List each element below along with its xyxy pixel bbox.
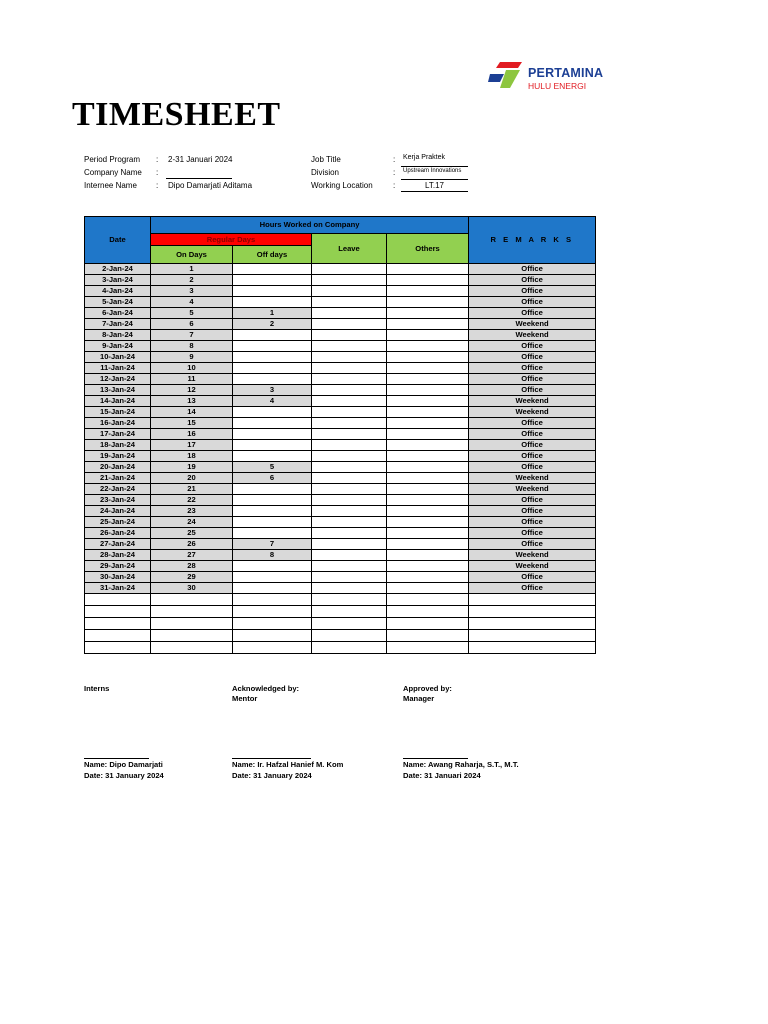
table-row xyxy=(85,330,596,341)
cell-on-days: 9 xyxy=(151,352,233,363)
cell-remarks: Office xyxy=(469,462,596,473)
empty-cell xyxy=(387,618,469,630)
company-logo xyxy=(488,60,608,94)
cell-remarks: Office xyxy=(469,440,596,451)
sig-line-manager xyxy=(403,758,468,759)
cell-date: 10-Jan-24 xyxy=(85,352,151,363)
table-row xyxy=(85,275,596,286)
empty-cell xyxy=(233,606,312,618)
empty-cell xyxy=(85,594,151,606)
cell-off-days xyxy=(233,517,312,528)
period-program-label: Period Program xyxy=(84,155,141,164)
cell-others xyxy=(387,341,469,352)
table-row xyxy=(85,385,596,396)
working-location-underline xyxy=(401,181,468,192)
cell-leave xyxy=(312,451,387,462)
sig-mentor-role: Acknowledged by: xyxy=(232,684,300,693)
empty-cell xyxy=(469,630,596,642)
cell-on-days: 27 xyxy=(151,550,233,561)
sig-interns-role: Interns xyxy=(84,684,110,693)
empty-row xyxy=(85,594,596,606)
cell-leave xyxy=(312,308,387,319)
cell-remarks: Weekend xyxy=(469,396,596,407)
table-row xyxy=(85,429,596,440)
cell-leave xyxy=(312,495,387,506)
cell-others xyxy=(387,572,469,583)
cell-off-days: 6 xyxy=(233,473,312,484)
internee-name-value: Dipo Damarjati Aditama xyxy=(168,181,253,190)
cell-off-days: 3 xyxy=(233,385,312,396)
cell-off-days xyxy=(233,418,312,429)
cell-on-days: 6 xyxy=(151,319,233,330)
cell-leave xyxy=(312,374,387,385)
cell-others xyxy=(387,561,469,572)
cell-date: 29-Jan-24 xyxy=(85,561,151,572)
cell-off-days xyxy=(233,352,312,363)
cell-others xyxy=(387,517,469,528)
cell-on-days: 30 xyxy=(151,583,233,594)
empty-cell xyxy=(85,618,151,630)
cell-remarks: Weekend xyxy=(469,561,596,572)
table-row xyxy=(85,407,596,418)
cell-on-days: 10 xyxy=(151,363,233,374)
cell-off-days xyxy=(233,495,312,506)
header-leave: Leave xyxy=(312,234,387,264)
cell-remarks: Office xyxy=(469,418,596,429)
cell-remarks: Office xyxy=(469,308,596,319)
header-date: Date xyxy=(85,217,151,264)
cell-leave xyxy=(312,418,387,429)
cell-leave xyxy=(312,484,387,495)
cell-date: 18-Jan-24 xyxy=(85,440,151,451)
table-row xyxy=(85,583,596,594)
cell-remarks: Office xyxy=(469,352,596,363)
cell-date: 11-Jan-24 xyxy=(85,363,151,374)
cell-leave xyxy=(312,517,387,528)
cell-others xyxy=(387,539,469,550)
logo-sub-text: HULU ENERGI xyxy=(528,81,587,91)
working-location-value: LT.17 xyxy=(425,181,444,190)
table-row xyxy=(85,539,596,550)
cell-on-days: 5 xyxy=(151,308,233,319)
cell-on-days: 14 xyxy=(151,407,233,418)
cell-on-days: 17 xyxy=(151,440,233,451)
sig-mentor-name: Name: Ir. Hafzal Hanief M. Kom xyxy=(232,760,344,769)
empty-cell xyxy=(387,594,469,606)
cell-others xyxy=(387,363,469,374)
cell-date: 24-Jan-24 xyxy=(85,506,151,517)
cell-off-days: 4 xyxy=(233,396,312,407)
cell-date: 6-Jan-24 xyxy=(85,308,151,319)
job-title-label: Job Title xyxy=(311,155,341,164)
table-row xyxy=(85,462,596,473)
sig-mentor-title: Mentor xyxy=(232,694,258,703)
cell-off-days xyxy=(233,363,312,374)
empty-cell xyxy=(469,606,596,618)
empty-cell xyxy=(233,618,312,630)
cell-leave xyxy=(312,539,387,550)
empty-cell xyxy=(312,606,387,618)
cell-others xyxy=(387,308,469,319)
job-title-value: Kerja Praktek xyxy=(403,154,446,161)
sig-mentor-date: Date: 31 January 2024 xyxy=(232,771,312,780)
cell-date: 27-Jan-24 xyxy=(85,539,151,550)
table-row xyxy=(85,352,596,363)
cell-date: 31-Jan-24 xyxy=(85,583,151,594)
cell-date: 14-Jan-24 xyxy=(85,396,151,407)
colon: : xyxy=(156,181,159,190)
cell-off-days xyxy=(233,528,312,539)
header-hours-worked: Hours Worked on Company xyxy=(151,217,469,234)
cell-remarks: Weekend xyxy=(469,484,596,495)
cell-on-days: 1 xyxy=(151,264,233,275)
header-others: Others xyxy=(387,234,469,264)
colon: : xyxy=(156,155,159,164)
empty-cell xyxy=(233,594,312,606)
cell-remarks: Office xyxy=(469,451,596,462)
empty-cell xyxy=(233,642,312,654)
cell-leave xyxy=(312,561,387,572)
empty-cell xyxy=(387,642,469,654)
sig-manager-role: Approved by: xyxy=(403,684,452,693)
cell-remarks: Office xyxy=(469,341,596,352)
table-row xyxy=(85,264,596,275)
sig-manager-title: Manager xyxy=(403,694,435,703)
table-row xyxy=(85,528,596,539)
cell-off-days: 5 xyxy=(233,462,312,473)
cell-date: 17-Jan-24 xyxy=(85,429,151,440)
cell-date: 9-Jan-24 xyxy=(85,341,151,352)
empty-cell xyxy=(233,630,312,642)
cell-remarks: Office xyxy=(469,572,596,583)
cell-on-days: 21 xyxy=(151,484,233,495)
cell-others xyxy=(387,528,469,539)
cell-leave xyxy=(312,473,387,484)
cell-date: 8-Jan-24 xyxy=(85,330,151,341)
cell-leave xyxy=(312,341,387,352)
cell-remarks: Office xyxy=(469,264,596,275)
header-regular-days: Regular Days xyxy=(151,234,312,246)
cell-remarks: Office xyxy=(469,539,596,550)
cell-others xyxy=(387,429,469,440)
empty-cell xyxy=(85,606,151,618)
cell-leave xyxy=(312,363,387,374)
cell-off-days: 8 xyxy=(233,550,312,561)
cell-date: 30-Jan-24 xyxy=(85,572,151,583)
sig-interns-name: Name: Dipo Damarjati xyxy=(84,760,163,769)
cell-leave xyxy=(312,297,387,308)
timesheet-table xyxy=(84,216,596,654)
colon: : xyxy=(393,168,396,177)
cell-remarks: Office xyxy=(469,528,596,539)
cell-others xyxy=(387,264,469,275)
cell-off-days xyxy=(233,374,312,385)
cell-leave xyxy=(312,407,387,418)
cell-others xyxy=(387,440,469,451)
empty-row xyxy=(85,642,596,654)
cell-leave xyxy=(312,264,387,275)
cell-off-days xyxy=(233,264,312,275)
cell-date: 23-Jan-24 xyxy=(85,495,151,506)
cell-date: 16-Jan-24 xyxy=(85,418,151,429)
cell-others xyxy=(387,407,469,418)
cell-off-days xyxy=(233,561,312,572)
cell-on-days: 23 xyxy=(151,506,233,517)
cell-date: 5-Jan-24 xyxy=(85,297,151,308)
company-name-label: Company Name xyxy=(84,168,142,177)
cell-remarks: Weekend xyxy=(469,550,596,561)
working-location-label: Working Location xyxy=(311,181,373,190)
cell-others xyxy=(387,352,469,363)
table-row xyxy=(85,451,596,462)
table-row xyxy=(85,550,596,561)
cell-leave xyxy=(312,462,387,473)
empty-cell xyxy=(151,642,233,654)
header-on-days: On Days xyxy=(151,246,233,264)
cell-off-days xyxy=(233,341,312,352)
cell-off-days xyxy=(233,506,312,517)
cell-remarks: Office xyxy=(469,495,596,506)
cell-on-days: 8 xyxy=(151,341,233,352)
cell-others xyxy=(387,550,469,561)
cell-date: 28-Jan-24 xyxy=(85,550,151,561)
cell-leave xyxy=(312,506,387,517)
cell-date: 12-Jan-24 xyxy=(85,374,151,385)
table-row xyxy=(85,495,596,506)
table-row xyxy=(85,517,596,528)
cell-date: 22-Jan-24 xyxy=(85,484,151,495)
empty-row xyxy=(85,630,596,642)
cell-remarks: Office xyxy=(469,506,596,517)
cell-remarks: Office xyxy=(469,583,596,594)
cell-off-days: 2 xyxy=(233,319,312,330)
sig-line-interns xyxy=(84,758,149,759)
cell-others xyxy=(387,330,469,341)
cell-remarks: Office xyxy=(469,374,596,385)
empty-cell xyxy=(387,630,469,642)
cell-leave xyxy=(312,396,387,407)
cell-date: 15-Jan-24 xyxy=(85,407,151,418)
table-row xyxy=(85,484,596,495)
cell-remarks: Weekend xyxy=(469,407,596,418)
table-row xyxy=(85,363,596,374)
empty-cell xyxy=(85,642,151,654)
sig-manager-date: Date: 31 Januari 2024 xyxy=(403,771,481,780)
empty-cell xyxy=(387,606,469,618)
company-name-underline xyxy=(166,168,232,179)
table-row xyxy=(85,572,596,583)
cell-others xyxy=(387,418,469,429)
cell-leave xyxy=(312,319,387,330)
cell-on-days: 12 xyxy=(151,385,233,396)
cell-others xyxy=(387,506,469,517)
cell-remarks: Weekend xyxy=(469,330,596,341)
cell-others xyxy=(387,374,469,385)
empty-cell xyxy=(151,630,233,642)
cell-on-days: 18 xyxy=(151,451,233,462)
cell-others xyxy=(387,451,469,462)
table-row xyxy=(85,418,596,429)
cell-remarks: Weekend xyxy=(469,319,596,330)
cell-date: 25-Jan-24 xyxy=(85,517,151,528)
cell-leave xyxy=(312,286,387,297)
cell-others xyxy=(387,484,469,495)
header-remarks: R E M A R K S xyxy=(469,217,596,264)
cell-leave xyxy=(312,550,387,561)
cell-on-days: 11 xyxy=(151,374,233,385)
empty-row xyxy=(85,606,596,618)
cell-off-days xyxy=(233,572,312,583)
cell-date: 21-Jan-24 xyxy=(85,473,151,484)
cell-leave xyxy=(312,440,387,451)
sig-manager-name: Name: Awang Raharja, S.T., M.T. xyxy=(403,760,519,769)
table-row xyxy=(85,396,596,407)
cell-leave xyxy=(312,528,387,539)
cell-on-days: 13 xyxy=(151,396,233,407)
cell-on-days: 29 xyxy=(151,572,233,583)
empty-cell xyxy=(85,630,151,642)
empty-cell xyxy=(469,594,596,606)
cell-on-days: 28 xyxy=(151,561,233,572)
cell-remarks: Weekend xyxy=(469,473,596,484)
cell-date: 26-Jan-24 xyxy=(85,528,151,539)
cell-date: 3-Jan-24 xyxy=(85,275,151,286)
cell-remarks: Office xyxy=(469,385,596,396)
cell-off-days xyxy=(233,297,312,308)
cell-others xyxy=(387,495,469,506)
cell-leave xyxy=(312,429,387,440)
cell-others xyxy=(387,473,469,484)
cell-off-days: 7 xyxy=(233,539,312,550)
pertamina-logo-icon xyxy=(488,60,524,90)
cell-leave xyxy=(312,352,387,363)
table-row xyxy=(85,319,596,330)
cell-others xyxy=(387,583,469,594)
cell-off-days xyxy=(233,429,312,440)
cell-on-days: 25 xyxy=(151,528,233,539)
empty-cell xyxy=(312,630,387,642)
header-off-days: Off days xyxy=(233,246,312,264)
cell-remarks: Office xyxy=(469,297,596,308)
cell-off-days xyxy=(233,286,312,297)
cell-off-days xyxy=(233,451,312,462)
internee-name-label: Internee Name xyxy=(84,181,137,190)
table-row xyxy=(85,341,596,352)
colon: : xyxy=(393,155,396,164)
cell-on-days: 7 xyxy=(151,330,233,341)
cell-off-days xyxy=(233,275,312,286)
cell-on-days: 16 xyxy=(151,429,233,440)
sig-interns-date: Date: 31 January 2024 xyxy=(84,771,164,780)
cell-others xyxy=(387,396,469,407)
cell-on-days: 4 xyxy=(151,297,233,308)
table-row xyxy=(85,473,596,484)
cell-date: 7-Jan-24 xyxy=(85,319,151,330)
cell-date: 13-Jan-24 xyxy=(85,385,151,396)
empty-cell xyxy=(151,594,233,606)
cell-off-days xyxy=(233,407,312,418)
cell-on-days: 24 xyxy=(151,517,233,528)
job-title-underline xyxy=(401,154,468,167)
cell-on-days: 22 xyxy=(151,495,233,506)
cell-on-days: 20 xyxy=(151,473,233,484)
cell-date: 2-Jan-24 xyxy=(85,264,151,275)
table-row xyxy=(85,308,596,319)
empty-cell xyxy=(151,618,233,630)
cell-remarks: Office xyxy=(469,363,596,374)
cell-leave xyxy=(312,572,387,583)
cell-remarks: Office xyxy=(469,429,596,440)
cell-on-days: 2 xyxy=(151,275,233,286)
table-row xyxy=(85,561,596,572)
cell-on-days: 19 xyxy=(151,462,233,473)
cell-on-days: 26 xyxy=(151,539,233,550)
cell-date: 20-Jan-24 xyxy=(85,462,151,473)
empty-cell xyxy=(469,618,596,630)
table-row xyxy=(85,286,596,297)
table-row xyxy=(85,297,596,308)
cell-off-days xyxy=(233,484,312,495)
cell-on-days: 15 xyxy=(151,418,233,429)
empty-cell xyxy=(312,642,387,654)
cell-leave xyxy=(312,385,387,396)
cell-off-days xyxy=(233,330,312,341)
division-label: Division xyxy=(311,168,340,177)
table-row xyxy=(85,374,596,385)
cell-remarks: Office xyxy=(469,275,596,286)
division-underline xyxy=(401,168,468,180)
page-title: TIMESHEET xyxy=(72,96,281,133)
cell-remarks: Office xyxy=(469,286,596,297)
table-row xyxy=(85,440,596,451)
cell-others xyxy=(387,297,469,308)
cell-remarks: Office xyxy=(469,517,596,528)
sig-line-mentor xyxy=(232,758,311,759)
cell-leave xyxy=(312,583,387,594)
cell-date: 4-Jan-24 xyxy=(85,286,151,297)
cell-others xyxy=(387,462,469,473)
cell-on-days: 3 xyxy=(151,286,233,297)
cell-others xyxy=(387,275,469,286)
cell-leave xyxy=(312,275,387,286)
cell-off-days xyxy=(233,583,312,594)
cell-date: 19-Jan-24 xyxy=(85,451,151,462)
cell-off-days xyxy=(233,440,312,451)
cell-others xyxy=(387,385,469,396)
empty-cell xyxy=(312,594,387,606)
empty-cell xyxy=(312,618,387,630)
division-value: Upstream Innovations xyxy=(403,168,462,174)
empty-cell xyxy=(151,606,233,618)
period-program-value: 2-31 Januari 2024 xyxy=(168,155,233,164)
cell-others xyxy=(387,286,469,297)
colon: : xyxy=(156,168,159,177)
logo-brand-text: PERTAMINA xyxy=(528,66,604,80)
cell-leave xyxy=(312,330,387,341)
colon: : xyxy=(393,181,396,190)
cell-off-days: 1 xyxy=(233,308,312,319)
empty-cell xyxy=(469,642,596,654)
table-row xyxy=(85,506,596,517)
empty-row xyxy=(85,618,596,630)
cell-others xyxy=(387,319,469,330)
